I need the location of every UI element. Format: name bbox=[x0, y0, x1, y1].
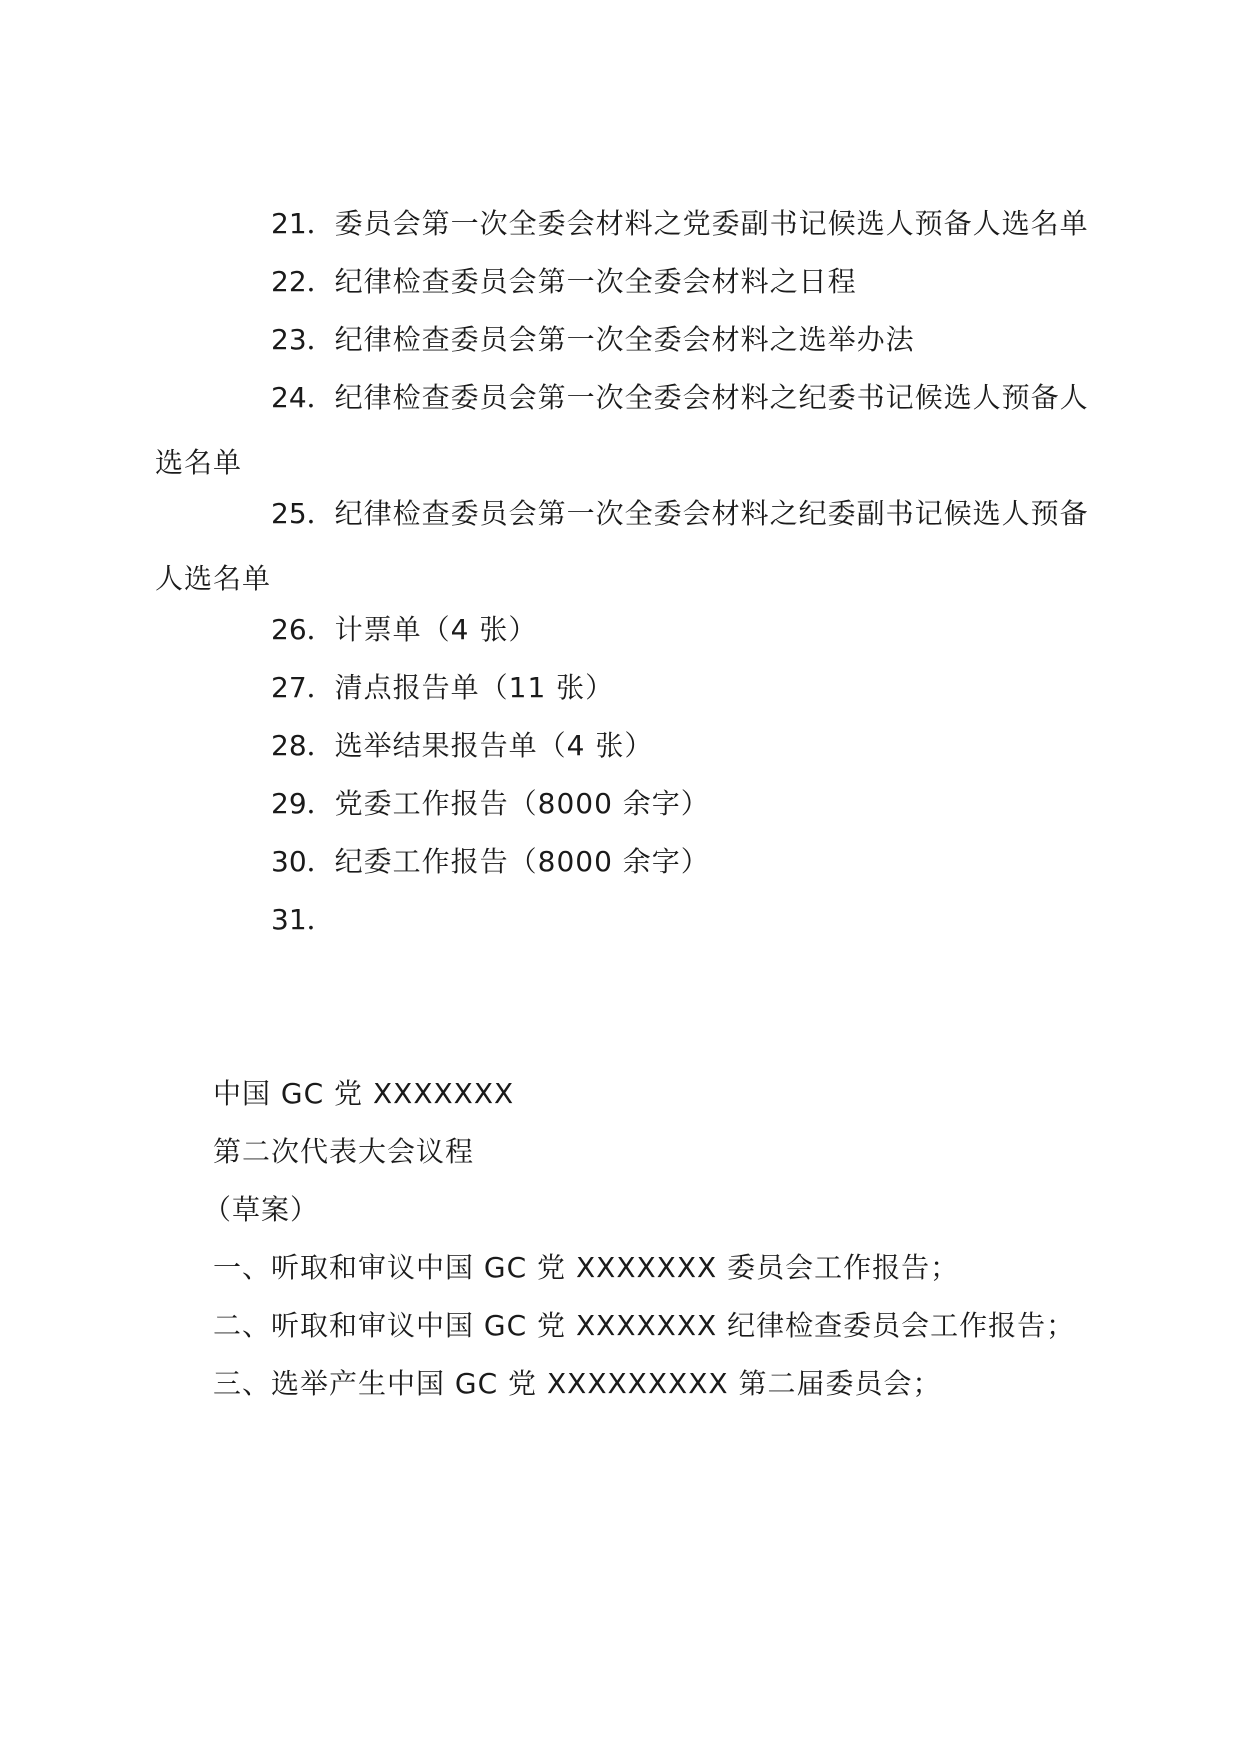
list-number: 26． bbox=[271, 613, 335, 646]
agenda-title: 第二次代表大会议程 bbox=[213, 1135, 475, 1168]
agenda-item-2: 二、听取和审议中国 GC 党 XXXXXXX 纪律检查委员会工作报告； bbox=[213, 1309, 1076, 1342]
list-number: 24． bbox=[271, 381, 335, 414]
list-number: 23． bbox=[271, 323, 335, 356]
list-number: 21． bbox=[271, 207, 335, 240]
list-number: 27． bbox=[271, 671, 335, 704]
list-text: 委员会第一次全委会材料之党委副书记候选人预备人选名单 bbox=[334, 207, 1089, 240]
list-item-24 bbox=[155, 365, 1090, 495]
agenda-org: 中国 GC 党 XXXXXXX bbox=[213, 1077, 515, 1110]
list-number: 28． bbox=[271, 729, 335, 762]
list-text: 纪律检查委员会第一次全委会材料之日程 bbox=[334, 265, 857, 298]
list-text: 清点报告单（11 张） bbox=[334, 671, 615, 704]
list-item-22 bbox=[155, 249, 1090, 314]
list-text: 计票单（4 张） bbox=[334, 613, 538, 646]
list-text: 选举结果报告单（4 张） bbox=[334, 729, 654, 762]
agenda-item-3: 三、选举产生中国 GC 党 XXXXXXXXX 第二届委员会； bbox=[213, 1367, 942, 1400]
list-item-23 bbox=[155, 307, 1090, 372]
agenda-item-1: 一、听取和审议中国 GC 党 XXXXXXX 委员会工作报告； bbox=[213, 1251, 960, 1284]
list-item-28 bbox=[155, 713, 1090, 778]
list-number: 31． bbox=[271, 903, 335, 936]
list-item-31 bbox=[155, 887, 1090, 952]
list-text: 党委工作报告（8000 余字） bbox=[334, 787, 710, 820]
list-number: 22． bbox=[271, 265, 335, 298]
list-item-27 bbox=[155, 655, 1090, 720]
list-text: 纪律检查委员会第一次全委会材料之纪委副书记候选人预备人选名单 bbox=[155, 497, 1089, 595]
list-text: 纪律检查委员会第一次全委会材料之纪委书记候选人预备人选名单 bbox=[155, 381, 1089, 479]
list-item-25 bbox=[155, 481, 1090, 611]
list-number: 25． bbox=[271, 497, 335, 530]
list-item-26 bbox=[155, 597, 1090, 662]
list-number: 29． bbox=[271, 787, 335, 820]
list-item-21 bbox=[155, 191, 1090, 256]
list-item-29 bbox=[155, 771, 1090, 836]
list-text: 纪律检查委员会第一次全委会材料之选举办法 bbox=[334, 323, 915, 356]
agenda-draft-note: （草案） bbox=[203, 1193, 320, 1226]
list-item-30 bbox=[155, 829, 1090, 894]
list-number: 30． bbox=[271, 845, 335, 878]
list-text: 纪委工作报告（8000 余字） bbox=[334, 845, 710, 878]
